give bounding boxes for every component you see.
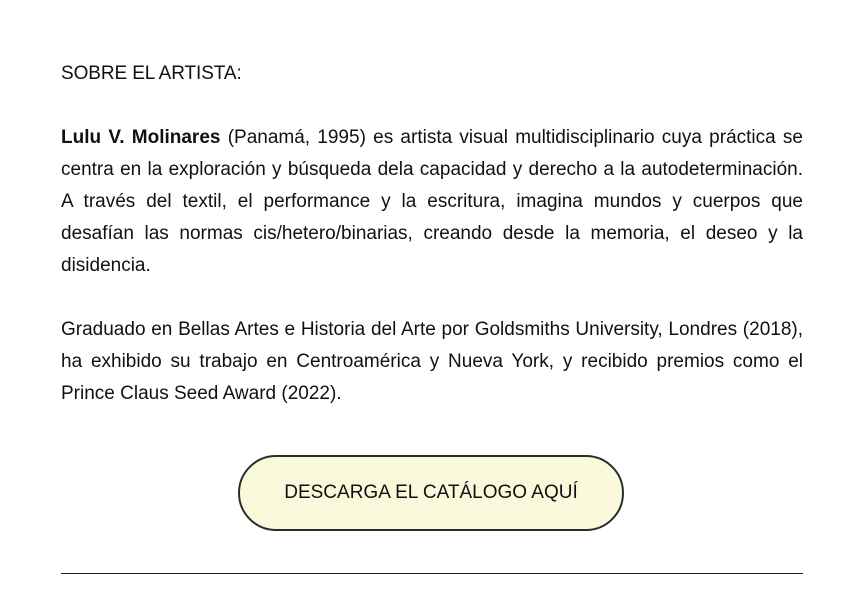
section-divider xyxy=(61,573,803,574)
download-catalog-label: DESCARGA EL CATÁLOGO AQUÍ xyxy=(284,482,578,503)
artist-bio xyxy=(61,122,803,282)
section-heading: SOBRE EL ARTISTA: xyxy=(61,63,242,84)
download-button-container xyxy=(238,455,624,531)
download-catalog-button[interactable] xyxy=(238,455,624,531)
artist-education: Graduado en Bellas Artes e Historia del Arte por Goldsmiths University, Londres (2018), ha exhibido su trabajo en Centroamérica y Nueva York, y recibido premios como el Prince Claus Seed Award (2022). xyxy=(61,319,803,404)
artist-bio-text: (Panamá, 1995) es artista visual multidisciplinario cuya práctica se centra en la exploración y búsqueda dela capacidad y derecho a la autodeterminación. A través del textil, el performance y la escritura, imagina mundos y cuerpos que desafían las normas cis/hetero/binarias, creando desde la memoria, el deseo y la disidencia. xyxy=(61,127,803,276)
artist-section xyxy=(61,58,803,442)
artist-name: Lulu V. Molinares xyxy=(61,127,221,148)
